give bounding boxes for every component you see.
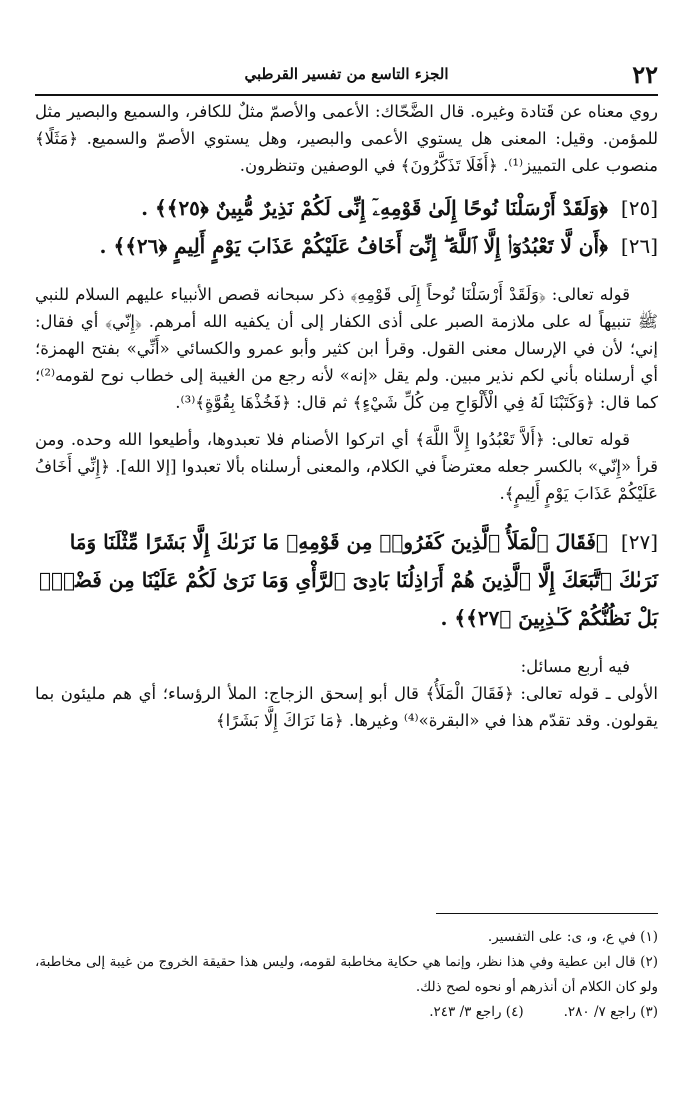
verse-25 <box>35 189 658 227</box>
footnote-1: (١) في ع، و، ى: على التفسير. <box>487 929 658 945</box>
spacer <box>35 637 658 653</box>
spacer <box>35 265 658 281</box>
spacer <box>35 416 658 426</box>
footnote-divider <box>436 913 658 914</box>
verse-text: ﴿فَقَالَ ٱلْمَلَأُ ٱلَّذِينَ كَفَرُوا۟ مِن قَوْمِهِۦ مَا نَرَىٰكَ إِلَّا بَشَرًا مِّثْلَنَا وَمَا نَرَىٰكَ ٱتَّبَعَكَ إِلَّا ٱلَّذِينَ هُمْ أَرَاذِلُنَا بَادِىَ ٱلرَّأْىِ وَمَا نَرَىٰ لَكُمْ عَلَيْنَا مِن فَضْلٍۭ بَلْ نَظُنُّكُمْ كَـٰذِبِينَ ﴿٢٧﴾﴾ . <box>38 530 658 630</box>
footnote-2: (٢) قال ابن عطية وفي هذا نظر، وإنما هي حكاية مخاطبة لقومه، وليس هذا حقيقة الخروج من غيبة إلى مخاطبة، ولو كان الكلام أن أنذرهم أو نحوه لصح ذلك. <box>35 954 658 995</box>
verse-26 <box>35 227 658 265</box>
spacer <box>35 179 658 189</box>
page-header <box>35 60 658 96</box>
footnotes <box>35 925 658 1025</box>
running-title: الجزء التاسع من تفسير القرطبي <box>244 65 449 83</box>
main-text <box>35 98 658 734</box>
paragraph-3: قوله تعالى: ﴿أَلاَّ تَعْبُدُوا إِلاَّ اللَّهَ﴾ أي اتركوا الأصنام فلا تعبدوها، وأطيعوا الله وحده. ومن قرأ «إِنّي» بالكسر جعله معترضاً في الكلام، والمعنى أرسلناه بألا تعبدوا [إلا الله]. ﴿إِنِّي أَخَافُ عَلَيْكُمْ عَذَابَ يَوْمٍ أَلِيمٍ﴾. <box>35 430 658 503</box>
paragraph-4: فيه أربع مسائل: <box>520 657 630 676</box>
spacer <box>35 507 658 523</box>
verse-number: [٢٧] <box>620 530 658 554</box>
verse-27 <box>35 523 658 637</box>
verse-text: ﴿وَلَقَدْ أَرْسَلْنَا نُوحًا إِلَىٰ قَوْمِهِۦٓ إِنِّى لَكُمْ نَذِيرٌ مُّبِينٌ ﴿٢٥﴾﴾ . <box>141 196 608 220</box>
verse-number: [٢٦] <box>620 234 658 258</box>
footnote-3: (٣) راجع ٧/ ٢٨٠. <box>563 1004 658 1020</box>
paragraph-2: قوله تعالى: ﴿وَلَقَدْ أَرْسَلْنَا نُوحاً إِلَى قَوْمِهِ﴾ ذكر سبحانه قصص الأنبياء عليهم السلام للنبي ﷺ تنبيهاً له على ملازمة الصبر على أذى الكفار إلى أن يكفيه الله أمرهم. ﴿إِنّي﴾ أي فقال: إني؛ لأن في الإرسال معنى القول. وقرأ ابن كثير وأبو عمرو والكسائي «أَنِّي» بفتح الهمزة؛ أي أرسلناه بأني لكم نذير مبين. ولم يقل «إنه» لأنه رجع من الغيبة إلى خطاب نوح لقومه⁽²⁾؛ كما قال: ﴿وَكَتَبْنَا لَهُ فِي الْأَلْوَاحِ مِن كُلِّ شَيْءٍ﴾ ثم قال: ﴿فَخُذْهَا بِقُوَّةٍ﴾⁽³⁾. <box>35 285 658 412</box>
footnote-4: (٤) راجع ٣/ ٢٤٣. <box>429 1004 524 1020</box>
paragraph-1: روي معناه عن قَتادة وغيره. قال الضَّحّاك: الأعمى والأصمّ مثلٌ للكافر، والسميع والبصير مثل للمؤمن. وقيل: المعنى هل يستوي الأعمى والبصير، وهل يستوي الأصمّ والسميع. ﴿مَثَلًا﴾ منصوب على التمييز⁽¹⁾. ﴿أَفَلَا تَذَكَّرُونَ﴾ في الوصفين وتنظرون. <box>35 102 658 175</box>
page-number: ٢٢ <box>632 60 658 89</box>
verse-number: [٢٥] <box>620 196 658 220</box>
footnote-row <box>35 1000 658 1025</box>
verse-text: ﴿أَن لَّا تَعْبُدُوٓا۟ إِلَّا ٱللَّهَ ۖ إِنِّىٓ أَخَافُ عَلَيْكُمْ عَذَابَ يَوْمٍ أَلِيمٍ ﴿٢٦﴾﴾ . <box>99 234 608 258</box>
paragraph-5: الأولى ـ قوله تعالى: ﴿فَقَالَ الْمَلَأُ﴾ قال أبو إسحق الزجاج: الملأ الرؤساء؛ أي هم مليئون بما يقولون. وقد تقدّم هذا في «البقرة»⁽⁴⁾ وغيرها. ﴿مَا نَرَاكَ إِلَّا بَشَرًا﴾ <box>35 684 658 730</box>
